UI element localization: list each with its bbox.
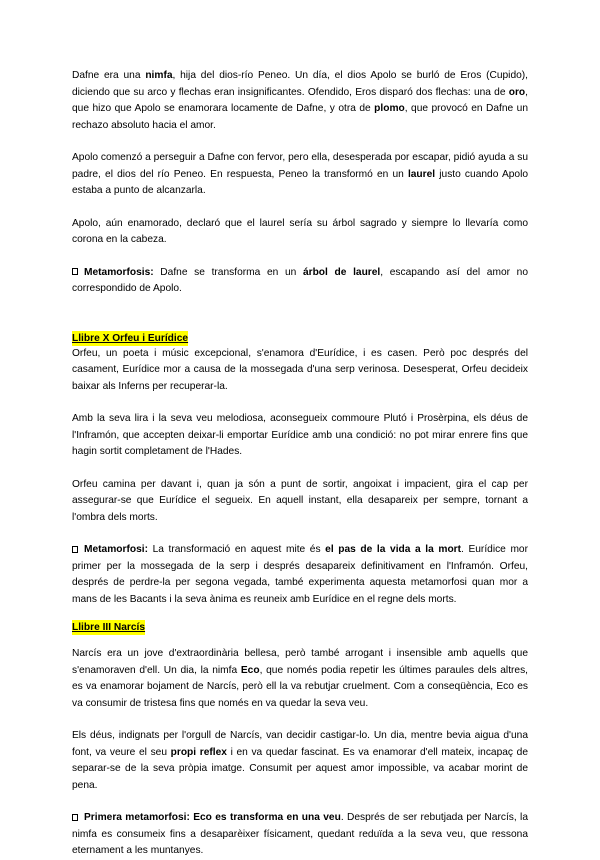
bullet-box-icon xyxy=(72,268,78,275)
orfeu-metamorfosi: Metamorfosi: La transformació en aquest mite és el pas de la vida a la mort. Eurídice mor primer per la mossegada de la serp i després desapareix definitivament en l'Inframón. Orfeu, després de perdre-la per segona vegada, també experimenta aquesta metamorfosi quan mor a mans de les Bacants i la seva ànima es reuneix amb Eurídice en el regne dels morts. xyxy=(72,544,528,605)
dafne-paragraph-2: Apolo comenzó a perseguir a Dafne con fervor, pero ella, desesperada por escapar, pidió ayuda a su padre, el dios del río Peneo. En respuesta, Peneo la transformó en un laurel justo cuando Apolo estaba a punto de alcanzarla. xyxy=(72,152,528,196)
bold-term: árbol de laurel xyxy=(302,266,381,278)
bullet-box-icon xyxy=(72,814,78,821)
bold-term: oro xyxy=(508,86,526,98)
bold-term: Eco xyxy=(240,664,260,676)
narcis-heading-row xyxy=(72,617,528,635)
section-heading-orfeu: Llibre X Orfeu i Eurídice xyxy=(72,332,189,344)
bold-term: Metamorfosi: xyxy=(84,544,148,555)
narcis-metamorfosi: Primera metamorfosi: Eco es transforma en una veu. Després de ser rebutjada per Narcís, la nimfa es consumeix fins a desaparèixer físicament, quedant reduïda a la seva veu, que ressona eternament a les muntanyes. xyxy=(72,812,528,856)
bold-term: plomo xyxy=(374,103,405,114)
dafne-metamorfosis: Metamorfosis: Dafne se transforma en un árbol de laurel, escapando así del amor no correspondido de Apolo. xyxy=(72,266,529,294)
orfeu-paragraph-3: Orfeu camina per davant i, quan ja són a punt de sortir, angoixat i impacient, gira el cap per assegurar-se que Eurídice el segueix. En aquell instant, ella desapareix per sempre, tornant a l'ombra dels morts. xyxy=(72,478,528,523)
orfeu-paragraph-2: Amb la seva lira i la seva veu melodiosa, aconsegueix commoure Plutó i Prosèrpina, els déus de l'Inframón, que accepten deixar-li emportar Eurídice amb una condició: no pot mirar enrere fins que hagin sortit completament de l'Hades. xyxy=(72,413,528,457)
bold-term: Primera metamorfosi: xyxy=(84,812,190,823)
section-heading-narcis: Llibre III Narcís xyxy=(72,622,146,633)
bold-term: laurel xyxy=(407,168,436,180)
bullet-box-icon xyxy=(72,546,78,553)
bold-term: Metamorfosis: xyxy=(84,266,154,278)
dafne-paragraph-3: Apolo, aún enamorado, declaró que el laurel sería su árbol sagrado y siempre lo llevaría como corona en la cabeza. xyxy=(72,217,528,245)
orfeu-heading-row xyxy=(72,328,528,346)
bold-term: propi reflex xyxy=(170,746,227,758)
orfeu-paragraph-1: Orfeu, un poeta i músic excepcional, s'enamora d'Eurídice, i es casen. Però poc després del casament, Eurídice mor a causa de la mossegada d'una serp verinosa. Desesperat, Orfeu decideix baixar als Inferns per recuperar-la. xyxy=(72,347,528,392)
bold-term: el pas de la vida a la mort xyxy=(325,544,462,555)
narcis-paragraph-2: Els déus, indignats per l'orgull de Narcís, van decidir castigar-lo. Un dia, mentre bevia aigua d'una font, va veure el seu propi reflex i en va quedar fascinat. Es va enamorar d'ell mateix, incapaç de separar-se de la seva pròpia imatge. Consumit per aquest amor impossible, va acabar morint de pena. xyxy=(72,730,528,791)
bold-term: Eco es transforma en una veu xyxy=(193,812,341,823)
dafne-paragraph-1: Dafne era una nimfa, hija del dios-río Peneo. Un día, el dios Apolo se burló de Eros (Cupido), diciendo que su arco y flechas eran insignificantes. Ofendido, Eros disparó dos flechas: una de oro, que hizo que Apolo se enamorara locamente de Dafne, y otra de plomo, que provocó en Dafne un rechazo absoluto hacia el amor. xyxy=(72,70,528,131)
bold-term: nimfa xyxy=(145,70,173,81)
narcis-paragraph-1: Narcís era un jove d'extraordinària bellesa, però també arrogant i insensible amb aquells que s'enamoraven d'ell. Un dia, la nimfa Eco, que només podia repetir les últimes paraules dels altres, es va enamorar bojament de Narcís, però ell la va rebutjar cruelment. Com a conseqüència, Eco es va consumir de tristesa fins que només en va quedar la seva veu. xyxy=(72,648,529,709)
